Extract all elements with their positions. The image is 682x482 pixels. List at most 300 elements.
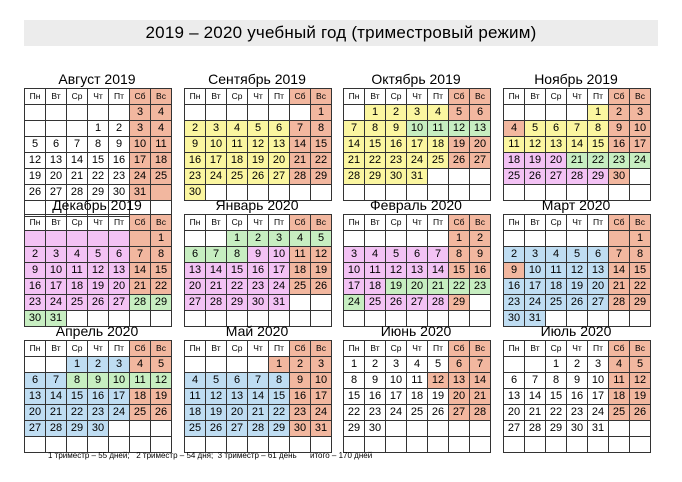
week-row bbox=[344, 247, 491, 263]
day-cell bbox=[449, 169, 470, 185]
day-cell: 15 bbox=[344, 389, 365, 405]
day-cell: 3 bbox=[130, 105, 151, 121]
day-cell bbox=[407, 437, 428, 453]
day-cell bbox=[567, 105, 588, 121]
day-cell bbox=[567, 437, 588, 453]
day-cell: 22 bbox=[588, 153, 609, 169]
day-cell: 1 bbox=[546, 357, 567, 373]
day-cell bbox=[25, 105, 46, 121]
weekday-header: Вт bbox=[525, 215, 546, 231]
day-cell bbox=[25, 437, 46, 453]
month-table bbox=[503, 340, 651, 453]
month-calendar bbox=[343, 195, 489, 327]
day-cell: 30 bbox=[25, 311, 46, 327]
day-cell bbox=[609, 437, 630, 453]
day-cell: 11 bbox=[546, 263, 567, 279]
day-cell: 1 bbox=[227, 231, 248, 247]
day-cell: 21 bbox=[525, 405, 546, 421]
day-cell: 25 bbox=[609, 405, 630, 421]
day-cell: 22 bbox=[151, 279, 172, 295]
day-cell: 18 bbox=[428, 137, 449, 153]
day-cell: 28 bbox=[248, 421, 269, 437]
day-cell: 12 bbox=[25, 153, 46, 169]
day-cell: 2 bbox=[109, 121, 130, 137]
day-cell: 29 bbox=[344, 421, 365, 437]
day-cell: 20 bbox=[546, 153, 567, 169]
day-cell: 27 bbox=[588, 295, 609, 311]
day-cell: 16 bbox=[386, 137, 407, 153]
day-cell: 28 bbox=[290, 169, 311, 185]
day-cell: 14 bbox=[67, 153, 88, 169]
day-cell: 7 bbox=[609, 247, 630, 263]
day-cell: 3 bbox=[109, 357, 130, 373]
day-cell: 4 bbox=[546, 247, 567, 263]
day-cell bbox=[588, 231, 609, 247]
day-cell: 17 bbox=[206, 153, 227, 169]
day-cell: 22 bbox=[227, 279, 248, 295]
day-cell: 20 bbox=[46, 169, 67, 185]
weekday-header: Вс bbox=[470, 89, 491, 105]
day-cell: 22 bbox=[88, 169, 109, 185]
day-cell bbox=[227, 105, 248, 121]
week-row bbox=[25, 373, 172, 389]
month-table bbox=[24, 340, 172, 453]
day-cell: 4 bbox=[609, 357, 630, 373]
day-cell: 30 bbox=[386, 169, 407, 185]
day-cell bbox=[470, 169, 491, 185]
day-cell: 19 bbox=[525, 153, 546, 169]
day-cell: 11 bbox=[185, 389, 206, 405]
day-cell: 26 bbox=[525, 169, 546, 185]
day-cell: 12 bbox=[428, 373, 449, 389]
day-cell: 21 bbox=[130, 279, 151, 295]
day-cell: 13 bbox=[546, 137, 567, 153]
day-cell: 9 bbox=[470, 247, 491, 263]
day-cell: 2 bbox=[365, 357, 386, 373]
day-cell: 2 bbox=[185, 121, 206, 137]
month-calendar bbox=[503, 195, 649, 327]
day-cell bbox=[88, 231, 109, 247]
weekday-header: Пн bbox=[185, 215, 206, 231]
month-table bbox=[343, 214, 491, 327]
weekday-header: Сб bbox=[609, 341, 630, 357]
weekday-header: Вт bbox=[365, 89, 386, 105]
day-cell: 3 bbox=[386, 357, 407, 373]
weekday-header: Сб bbox=[609, 89, 630, 105]
day-cell: 12 bbox=[386, 263, 407, 279]
day-cell: 10 bbox=[525, 263, 546, 279]
week-row bbox=[344, 389, 491, 405]
day-cell bbox=[630, 437, 651, 453]
weekday-header: Вт bbox=[525, 89, 546, 105]
month-table bbox=[184, 214, 332, 327]
month-calendar bbox=[24, 321, 170, 453]
day-cell: 11 bbox=[407, 373, 428, 389]
weekday-header-row bbox=[504, 215, 651, 231]
day-cell: 27 bbox=[269, 169, 290, 185]
day-cell bbox=[206, 231, 227, 247]
day-cell: 2 bbox=[609, 105, 630, 121]
day-cell bbox=[630, 421, 651, 437]
day-cell: 26 bbox=[386, 295, 407, 311]
day-cell: 29 bbox=[449, 295, 470, 311]
day-cell: 19 bbox=[311, 263, 332, 279]
day-cell bbox=[588, 437, 609, 453]
day-cell bbox=[386, 421, 407, 437]
day-cell: 16 bbox=[567, 389, 588, 405]
day-cell: 14 bbox=[130, 263, 151, 279]
day-cell bbox=[67, 231, 88, 247]
day-cell: 30 bbox=[609, 169, 630, 185]
week-row bbox=[185, 153, 332, 169]
day-cell: 7 bbox=[248, 373, 269, 389]
weekday-header: Пн bbox=[504, 89, 525, 105]
weekday-header: Ср bbox=[227, 89, 248, 105]
week-row bbox=[185, 121, 332, 137]
day-cell: 21 bbox=[344, 153, 365, 169]
day-cell bbox=[185, 231, 206, 247]
day-cell: 14 bbox=[248, 389, 269, 405]
day-cell: 12 bbox=[567, 263, 588, 279]
day-cell bbox=[449, 421, 470, 437]
day-cell: 16 bbox=[109, 153, 130, 169]
weekday-header: Пн bbox=[25, 341, 46, 357]
day-cell: 23 bbox=[609, 153, 630, 169]
day-cell: 4 bbox=[67, 247, 88, 263]
day-cell: 7 bbox=[130, 247, 151, 263]
day-cell: 22 bbox=[344, 405, 365, 421]
month-name: Сентябрь 2019 bbox=[208, 71, 306, 87]
day-cell: 2 bbox=[567, 357, 588, 373]
day-cell: 9 bbox=[386, 121, 407, 137]
day-cell: 31 bbox=[130, 185, 151, 201]
day-cell: 12 bbox=[630, 373, 651, 389]
weekday-header: Ср bbox=[386, 341, 407, 357]
day-cell bbox=[609, 421, 630, 437]
month-table bbox=[503, 88, 651, 201]
day-cell bbox=[344, 105, 365, 121]
day-cell: 3 bbox=[630, 105, 651, 121]
day-cell: 4 bbox=[407, 357, 428, 373]
week-row bbox=[344, 121, 491, 137]
weekday-header: Пт bbox=[428, 341, 449, 357]
month-table bbox=[343, 88, 491, 201]
day-cell: 13 bbox=[269, 137, 290, 153]
day-cell: 26 bbox=[311, 279, 332, 295]
weekday-header: Сб bbox=[609, 215, 630, 231]
day-cell bbox=[46, 121, 67, 137]
day-cell: 17 bbox=[269, 263, 290, 279]
day-cell bbox=[504, 437, 525, 453]
day-cell: 15 bbox=[630, 263, 651, 279]
day-cell: 26 bbox=[428, 405, 449, 421]
weekday-header: Вс bbox=[311, 215, 332, 231]
weekday-header: Пн bbox=[344, 215, 365, 231]
day-cell bbox=[504, 231, 525, 247]
day-cell: 31 bbox=[269, 295, 290, 311]
day-cell: 19 bbox=[428, 389, 449, 405]
weekday-header: Чт bbox=[407, 215, 428, 231]
week-row bbox=[185, 263, 332, 279]
day-cell bbox=[206, 357, 227, 373]
month-table bbox=[503, 214, 651, 327]
month-name: Август 2019 bbox=[58, 71, 136, 87]
day-cell bbox=[269, 105, 290, 121]
day-cell bbox=[525, 437, 546, 453]
day-cell bbox=[185, 357, 206, 373]
day-cell: 6 bbox=[227, 373, 248, 389]
weekday-header: Сб bbox=[290, 89, 311, 105]
day-cell: 30 bbox=[504, 311, 525, 327]
day-cell: 10 bbox=[109, 373, 130, 389]
day-cell: 23 bbox=[365, 405, 386, 421]
page-title: 2019 – 2020 учебный год (триместровый режим) bbox=[145, 23, 537, 42]
day-cell: 18 bbox=[609, 389, 630, 405]
day-cell: 18 bbox=[290, 263, 311, 279]
day-cell: 20 bbox=[504, 405, 525, 421]
day-cell bbox=[386, 231, 407, 247]
day-cell: 18 bbox=[130, 389, 151, 405]
day-cell: 13 bbox=[449, 373, 470, 389]
day-cell bbox=[25, 357, 46, 373]
week-row bbox=[185, 247, 332, 263]
weekday-header: Чт bbox=[88, 89, 109, 105]
day-cell: 27 bbox=[227, 421, 248, 437]
day-cell: 6 bbox=[25, 373, 46, 389]
day-cell: 20 bbox=[588, 279, 609, 295]
day-cell: 23 bbox=[248, 279, 269, 295]
weekday-header: Пт bbox=[588, 341, 609, 357]
day-cell bbox=[67, 105, 88, 121]
day-cell: 20 bbox=[25, 405, 46, 421]
day-cell: 9 bbox=[88, 373, 109, 389]
day-cell: 22 bbox=[546, 405, 567, 421]
day-cell: 5 bbox=[449, 105, 470, 121]
day-cell: 13 bbox=[227, 389, 248, 405]
week-row bbox=[25, 105, 172, 121]
day-cell: 11 bbox=[365, 263, 386, 279]
day-cell bbox=[567, 231, 588, 247]
day-cell: 23 bbox=[567, 405, 588, 421]
day-cell: 18 bbox=[151, 153, 172, 169]
day-cell: 2 bbox=[88, 357, 109, 373]
weekday-header: Вс bbox=[151, 341, 172, 357]
day-cell: 27 bbox=[449, 405, 470, 421]
day-cell bbox=[151, 421, 172, 437]
day-cell: 24 bbox=[109, 405, 130, 421]
day-cell: 13 bbox=[25, 389, 46, 405]
day-cell: 7 bbox=[428, 247, 449, 263]
day-cell: 19 bbox=[386, 279, 407, 295]
day-cell: 30 bbox=[248, 295, 269, 311]
day-cell: 17 bbox=[630, 137, 651, 153]
day-cell: 9 bbox=[25, 263, 46, 279]
day-cell bbox=[46, 357, 67, 373]
day-cell: 20 bbox=[227, 405, 248, 421]
weekday-header: Вс bbox=[470, 215, 491, 231]
week-row bbox=[344, 169, 491, 185]
day-cell: 27 bbox=[185, 295, 206, 311]
day-cell: 18 bbox=[546, 279, 567, 295]
day-cell: 24 bbox=[206, 169, 227, 185]
weekday-header-row bbox=[185, 341, 332, 357]
day-cell: 29 bbox=[630, 295, 651, 311]
day-cell: 10 bbox=[344, 263, 365, 279]
day-cell: 23 bbox=[109, 169, 130, 185]
month-calendar bbox=[184, 321, 330, 453]
month-name: Апрель 2020 bbox=[55, 323, 139, 339]
day-cell: 25 bbox=[67, 295, 88, 311]
day-cell: 21 bbox=[206, 279, 227, 295]
day-cell: 2 bbox=[248, 231, 269, 247]
month-calendar bbox=[184, 69, 330, 201]
day-cell: 6 bbox=[588, 247, 609, 263]
month-name: Февраль 2020 bbox=[370, 197, 462, 213]
day-cell: 21 bbox=[609, 279, 630, 295]
day-cell: 21 bbox=[248, 405, 269, 421]
day-cell: 5 bbox=[25, 137, 46, 153]
day-cell bbox=[525, 105, 546, 121]
day-cell bbox=[546, 105, 567, 121]
weekday-header: Вт bbox=[46, 341, 67, 357]
weekday-header: Ср bbox=[227, 341, 248, 357]
day-cell: 20 bbox=[269, 153, 290, 169]
day-cell: 28 bbox=[206, 295, 227, 311]
day-cell: 22 bbox=[67, 405, 88, 421]
day-cell: 8 bbox=[546, 373, 567, 389]
week-row bbox=[504, 153, 651, 169]
day-cell: 27 bbox=[25, 421, 46, 437]
weekday-header: Пн bbox=[504, 215, 525, 231]
day-cell: 5 bbox=[630, 357, 651, 373]
day-cell: 5 bbox=[428, 357, 449, 373]
day-cell: 25 bbox=[130, 405, 151, 421]
day-cell: 22 bbox=[630, 279, 651, 295]
day-cell bbox=[504, 105, 525, 121]
day-cell: 1 bbox=[449, 231, 470, 247]
week-row bbox=[344, 295, 491, 311]
day-cell: 11 bbox=[609, 373, 630, 389]
weekday-header: Вт bbox=[206, 341, 227, 357]
day-cell: 5 bbox=[311, 231, 332, 247]
week-row bbox=[185, 137, 332, 153]
day-cell: 17 bbox=[344, 279, 365, 295]
day-cell: 14 bbox=[567, 137, 588, 153]
week-row bbox=[25, 421, 172, 437]
month-table bbox=[184, 340, 332, 453]
month-calendar bbox=[343, 321, 489, 453]
day-cell: 3 bbox=[206, 121, 227, 137]
day-cell: 12 bbox=[206, 389, 227, 405]
day-cell: 26 bbox=[151, 405, 172, 421]
weekday-header: Ср bbox=[546, 215, 567, 231]
day-cell: 28 bbox=[428, 295, 449, 311]
day-cell: 24 bbox=[311, 405, 332, 421]
day-cell: 10 bbox=[311, 373, 332, 389]
day-cell bbox=[109, 421, 130, 437]
week-row bbox=[185, 169, 332, 185]
day-cell: 8 bbox=[449, 247, 470, 263]
day-cell: 31 bbox=[525, 311, 546, 327]
day-cell: 4 bbox=[365, 247, 386, 263]
day-cell: 25 bbox=[151, 169, 172, 185]
day-cell: 12 bbox=[449, 121, 470, 137]
day-cell: 5 bbox=[206, 373, 227, 389]
day-cell: 28 bbox=[46, 421, 67, 437]
day-cell bbox=[227, 357, 248, 373]
day-cell bbox=[25, 121, 46, 137]
day-cell: 7 bbox=[46, 373, 67, 389]
day-cell: 29 bbox=[67, 421, 88, 437]
day-cell: 17 bbox=[130, 153, 151, 169]
day-cell: 24 bbox=[588, 405, 609, 421]
weekday-header: Пн bbox=[25, 215, 46, 231]
day-cell: 17 bbox=[311, 389, 332, 405]
day-cell: 24 bbox=[269, 279, 290, 295]
day-cell bbox=[67, 121, 88, 137]
day-cell: 28 bbox=[67, 185, 88, 201]
day-cell: 13 bbox=[185, 263, 206, 279]
week-row bbox=[344, 137, 491, 153]
day-cell bbox=[470, 437, 491, 453]
day-cell: 29 bbox=[151, 295, 172, 311]
day-cell: 28 bbox=[609, 295, 630, 311]
weekday-header: Вт bbox=[525, 341, 546, 357]
day-cell: 5 bbox=[567, 247, 588, 263]
day-cell: 25 bbox=[365, 295, 386, 311]
day-cell: 17 bbox=[407, 137, 428, 153]
day-cell: 27 bbox=[109, 295, 130, 311]
day-cell: 29 bbox=[227, 295, 248, 311]
weekday-header-row bbox=[344, 215, 491, 231]
month-calendar bbox=[184, 195, 330, 327]
weekday-header-row bbox=[185, 89, 332, 105]
weekday-header: Пт bbox=[588, 215, 609, 231]
day-cell bbox=[88, 105, 109, 121]
weekday-header: Сб bbox=[130, 89, 151, 105]
day-cell: 15 bbox=[151, 263, 172, 279]
week-row bbox=[25, 121, 172, 137]
day-cell bbox=[504, 357, 525, 373]
day-cell: 19 bbox=[248, 153, 269, 169]
day-cell: 3 bbox=[344, 247, 365, 263]
day-cell: 12 bbox=[248, 137, 269, 153]
weekday-header: Пт bbox=[109, 341, 130, 357]
day-cell: 21 bbox=[46, 405, 67, 421]
day-cell: 17 bbox=[588, 389, 609, 405]
day-cell: 12 bbox=[525, 137, 546, 153]
day-cell: 8 bbox=[227, 247, 248, 263]
day-cell: 25 bbox=[504, 169, 525, 185]
weekday-header: Чт bbox=[567, 89, 588, 105]
weekday-header-row bbox=[344, 341, 491, 357]
day-cell: 7 bbox=[290, 121, 311, 137]
week-row bbox=[504, 373, 651, 389]
day-cell: 15 bbox=[67, 389, 88, 405]
week-row bbox=[185, 389, 332, 405]
day-cell: 8 bbox=[344, 373, 365, 389]
day-cell: 6 bbox=[449, 357, 470, 373]
day-cell bbox=[609, 231, 630, 247]
day-cell: 9 bbox=[290, 373, 311, 389]
weekday-header: Вт bbox=[206, 215, 227, 231]
day-cell: 23 bbox=[470, 279, 491, 295]
day-cell: 16 bbox=[365, 389, 386, 405]
day-cell: 23 bbox=[386, 153, 407, 169]
day-cell: 31 bbox=[311, 421, 332, 437]
day-cell: 25 bbox=[428, 153, 449, 169]
day-cell: 20 bbox=[407, 279, 428, 295]
